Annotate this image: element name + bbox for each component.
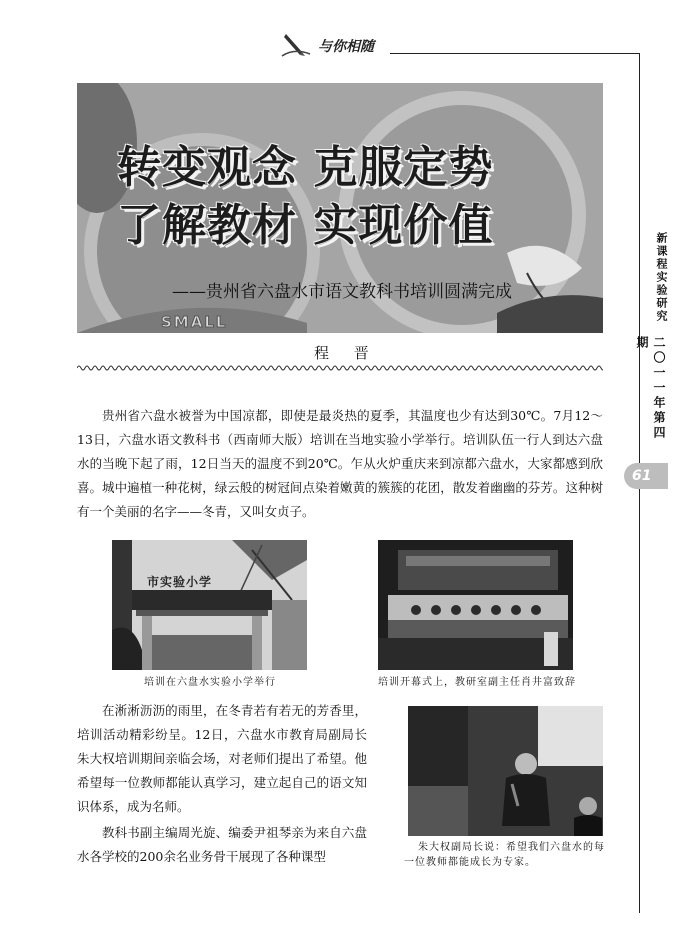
photo-school-gate <box>112 540 307 670</box>
photo2-caption: 培训开幕式上，教研室副主任肖井富致辞 <box>378 677 576 688</box>
photo-opening-ceremony <box>378 540 573 670</box>
issue-label: 二〇一一年第四期 <box>635 336 666 441</box>
photo1-caption: 培训在六盘水实验小学举行 <box>144 677 276 688</box>
page-number: 61 <box>632 468 652 484</box>
paragraph-training: 在淅淅沥沥的雨里，在冬青若有若无的芳香里，培训活动精彩纷呈。12日，六盘水市教育局副局长朱大权培训期间亲临会场，对老师们提出了希望。他希望每一位教师都能认真学习，建立起自己的语文知识体系，成为名师。 <box>77 703 367 814</box>
photo3-caption: 朱大权副局长说：希望我们六盘水的每一位教师都能成长为专家。 <box>404 842 605 868</box>
wavy-divider <box>77 364 603 372</box>
banner-subtitle: ——贵州省六盘水市语文教科书培训圆满完成 <box>172 282 512 302</box>
photo-deputy-speech <box>408 706 603 836</box>
photo1-sign: 市实验小学 <box>147 575 213 589</box>
banner-title-line2: 了解教材 实现价值 <box>117 200 494 251</box>
paragraph-intro: 贵州省六盘水被誉为中国凉都，即使是最炎热的夏季，其温度也少有达到30℃。7月12～13日，六盘水语文教科书（西南师大版）培训在当地实验小学举行。培训队伍一行人到达六盘水的当晚下起了雨，12日当天的温度不到20℃。乍从火炉重庆来到凉都六盘水，大家都感到欣喜。城中遍植一种花树，绿云般的树冠间点染着嫩黄的簇簇的花团，散发着幽幽的芬芳。这种树有一个美丽的名字——冬青，又叫女贞子。 <box>77 408 603 519</box>
banner-logo: SMALL <box>161 313 228 331</box>
page-number-tab <box>624 463 668 489</box>
author-name: 程 晋 <box>314 344 379 362</box>
column-title: 与你相随 <box>318 39 374 55</box>
title-banner <box>77 83 603 333</box>
pen-icon <box>280 32 314 58</box>
paragraph-editors: 教科书副主编周光旋、编委尹祖琴亲为来自六盘水各学校的200余名业务骨干展现了各种课型 <box>77 825 367 864</box>
banner-title-line1: 转变观念 克服定势 <box>117 142 494 193</box>
header-rule <box>390 53 640 54</box>
page-header <box>280 32 640 58</box>
journal-name: 新课程实验研究 <box>655 231 668 323</box>
